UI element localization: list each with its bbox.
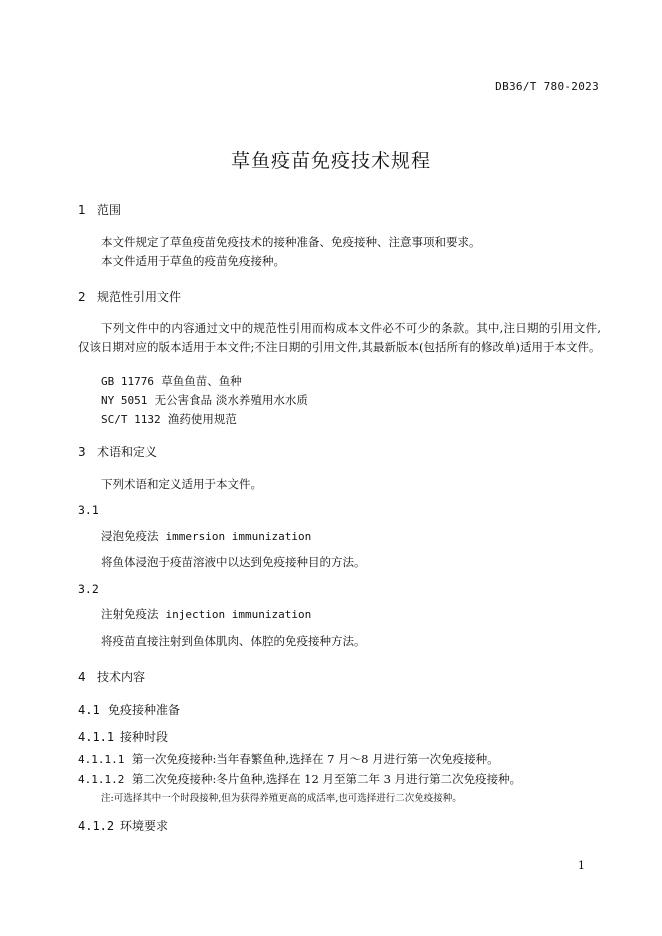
clause-number: 4.1.1.2 <box>78 773 125 786</box>
reference-code: SC/T 1132 <box>101 413 161 426</box>
section-number: 1 <box>78 203 86 217</box>
subsection-number: 4.1 <box>78 703 100 717</box>
term-chinese: 浸泡免疫法 <box>101 529 159 543</box>
subsection-number: 4.1.1 <box>78 730 115 744</box>
paragraph: 本文件适用于草鱼的疫苗免疫接种。 <box>101 254 285 268</box>
term-entry <box>101 528 311 544</box>
term-chinese: 注射免疫法 <box>101 607 159 621</box>
clause-text: 第二次免疫接种:冬片鱼种,选择在 12 月至第二年 3 月进行第二次免疫接种。 <box>132 772 522 786</box>
section-1-heading <box>78 201 121 218</box>
reference-title: 无公害食品 淡水养殖用水水质 <box>154 393 308 407</box>
section-number: 3 <box>78 445 86 459</box>
section-title: 术语和定义 <box>97 445 158 459</box>
subsection-title: 免疫接种准备 <box>108 703 181 717</box>
section-2-heading <box>78 288 181 305</box>
term-definition: 将疫苗直接注射到鱼体肌肉、体腔的免疫接种方法。 <box>101 634 366 648</box>
term-entry <box>101 606 311 622</box>
reference-item <box>101 390 308 411</box>
section-title: 技术内容 <box>97 670 146 684</box>
reference-item <box>101 371 242 392</box>
section-number: 4 <box>78 670 86 684</box>
term-definition: 将鱼体浸泡于疫苗溶液中以达到免疫接种目的方法。 <box>101 555 366 569</box>
subsection-4-1-1-heading <box>78 728 168 745</box>
clause-item <box>78 749 499 770</box>
section-title: 范围 <box>97 203 122 217</box>
section-title: 规范性引用文件 <box>97 290 182 304</box>
section-3-heading <box>78 443 157 460</box>
subsection-title: 环境要求 <box>120 819 169 833</box>
page-number: 1 <box>578 859 585 872</box>
subsection-number: 4.1.2 <box>78 819 115 833</box>
clause-number: 4.1.1.1 <box>78 753 125 766</box>
term-english: injection immunization <box>165 608 312 621</box>
paragraph: 下列文件中的内容通过文中的规范性引用而构成本文件必不可少的条款。其中,注日期的引用文件,仅该日期对应的版本适用于本文件;不注日期的引用文件,其最新版本(包括所有的修改单)适用于本文件。 <box>78 321 601 354</box>
clause-item <box>78 769 521 790</box>
standard-number: DB36/T 780-2023 <box>495 80 599 93</box>
term-number: 3.1 <box>78 503 99 517</box>
note: 注:可选择其中一个时段接种,但为获得养殖更高的成活率,也可选择进行二次免疫接种。 <box>101 793 462 804</box>
section-number: 2 <box>78 290 86 304</box>
reference-code: NY 5051 <box>101 394 148 407</box>
subsection-4-1-heading <box>78 701 180 718</box>
subsection-4-1-2-heading <box>78 817 168 834</box>
reference-title: 渔药使用规范 <box>167 412 237 426</box>
section-4-heading <box>78 668 145 685</box>
term-number: 3.2 <box>78 582 99 596</box>
reference-item <box>101 409 237 430</box>
clause-text: 第一次免疫接种:当年春繁鱼种,选择在 7 月～8 月进行第一次免疫接种。 <box>132 752 499 766</box>
reference-title: 草鱼鱼苗、鱼种 <box>161 374 242 388</box>
paragraph: 本文件规定了草鱼疫苗免疫技术的接种准备、免疫接种、注意事项和要求。 <box>101 235 481 249</box>
subsection-title: 接种时段 <box>120 730 169 744</box>
document-title: 草鱼疫苗免疫技术规程 <box>230 150 431 172</box>
reference-code: GB 11776 <box>101 375 154 388</box>
paragraph: 下列术语和定义适用于本文件。 <box>101 477 262 491</box>
term-english: immersion immunization <box>165 530 312 543</box>
